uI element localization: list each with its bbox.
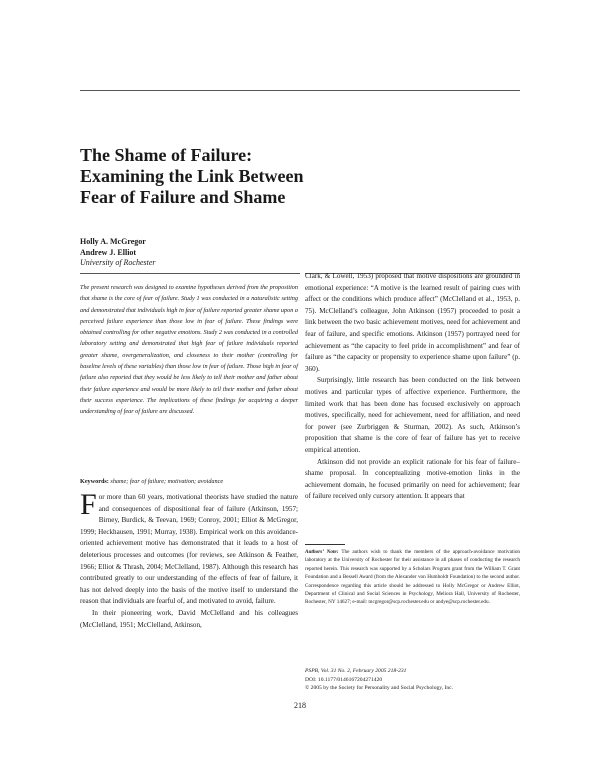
abstract-rule [80,273,300,274]
body-paragraph: Surprisingly, little research has been conducted on the link between motives and particular types of affective experience. Furthermore, the limited work that has been done has focused exclusively on approach motives, specifically, need for achievement, need for affiliation, and need for power (see Zurbriggen & Sturman, 2002). As such, Atkinson’s proposition that shame is the core of fear of failure has yet to receive empirical attention. [305,376,520,454]
drop-cap: F [80,488,97,521]
author-affiliation: University of Rochester [80,258,156,267]
author-name: Holly A. McGregor [80,237,146,246]
author-block [80,237,156,269]
keywords-label: Keywords: [80,478,109,485]
title-line: Fear of Failure and Shame [80,187,286,207]
publication-info [305,667,520,693]
title-line: The Shame of Failure: [80,145,253,165]
authors-note-label: Authors’ Note: [305,549,339,555]
body-column-left [80,488,298,631]
abstract: The present research was designed to examine hypotheses derived from the proposition that shame is the core of fear of failure. Study 1 was conducted in a naturalistic setting and demonstrated that individuals high in fear of failure reported greater shame upon a perceived failure experience than those low in fear of failure. These findings were obtained controlling for other negative emotions. Study 2 was conducted in a controlled laboratory setting and demonstrated that high fear of failure individuals reported greater shame, overgeneralization, and closeness to their mother (controlling for baseline levels of these variables) than those low in fear of failure. Those high in fear of failure also reported that they would be less likely to tell their mother and father about their failure experience and would be more likely to tell their mother and father about their success experience. The implications of these findings for acquiring a deeper understanding of fear of failure are discussed. [80,284,298,416]
article-title [80,145,480,208]
page-number: 218 [294,701,306,710]
body-paragraph: Atkinson did not provide an explicit rationale for his fear of failure–shame proposal. In conceptualizing motive-emotion links in the achievement domain, he focused primarily on need for achievement; fear of failure received only cursory attention. It appears that [305,457,520,501]
doi: DOI: 10.1177/0146167204271420 [305,676,383,683]
title-line: Examining the Link Between [80,166,304,186]
paragraph-text: or more than 60 years, motivational theorists have studied the nature and consequences of dispositional fear of failure (Atkinson, 1957; Birney, Burdick, & Teevan, 1969; Conroy, 2001; Elliot & McGregor, 1999; Heckhausen, 1991; Murray, 1938). Empirical work on this avoidance-oriented achievement motive has demonstrated that it leads to a host of deleterious processes and outcomes (for reviews, see Atkinson & Feather, 1966; Elliot & Thrash, 2004; McClelland, 1987). Although this research has contributed greatly to our understanding of the effects of fear of failure, it has not delved deeply into the basis of the motive itself to understand the reason that individuals are fearful of, and motivated to avoid, failure. [80,493,298,606]
copyright: © 2005 by the Society for Personality and Social Psychology, Inc. [305,685,454,692]
keywords [80,477,298,487]
footnote-rule [305,544,345,545]
body-paragraph: In their pioneering work, David McClelland and his colleagues (McClelland, 1951; McClelland, Atkinson, [80,608,298,629]
body-paragraph: Clark, & Lowell, 1953) proposed that motive dispositions are grounded in emotional experience: “A motive is the learned result of pairing cues with affect or the conditions which produce affect” (McClelland et al., 1953, p. 75). McClelland’s colleague, John Atkinson (1957) proceeded to posit a link between the two basic achievement motives, need for achievement and fear of failure, and specific emotions. Atkinson (1957) portrayed need for achievement as “the capacity to feel pride in accomplishment” and fear of failure as “the capacity or propensity to experience shame upon failure” (p. 360). [305,272,520,373]
authors-note-text: The authors wish to thank the members of the approach-avoidance motivation laboratory at the University of Rochester for their assistance in all phases of conducting the research reported herein. This research was supported by a Scholars Program grant from the William T. Grant Foundation and a Bessell Award (from the Alexander von Humboldt Foundation) to the second author. Correspondence regarding this article should be addressed to Holly McGregor or Andrew Elliot, Department of Clinical and Social Sciences in Psychology, Meliora Hall, University of Rochester, Rochester, NY 14627; e-mail: mcgregor@scp.rochester.edu or andye@scp.rochester.edu. [305,549,521,606]
journal-citation: PSPB, Vol. 31 No. 2, February 2005 218-231 [305,668,407,674]
body-column-right [305,271,520,503]
header-rule [80,90,520,91]
authors-note [305,548,520,607]
body-paragraph [80,488,298,608]
author-name: Andrew J. Elliot [80,247,137,257]
keywords-list: shame; fear of failure; motivation; avoidance [110,478,224,485]
